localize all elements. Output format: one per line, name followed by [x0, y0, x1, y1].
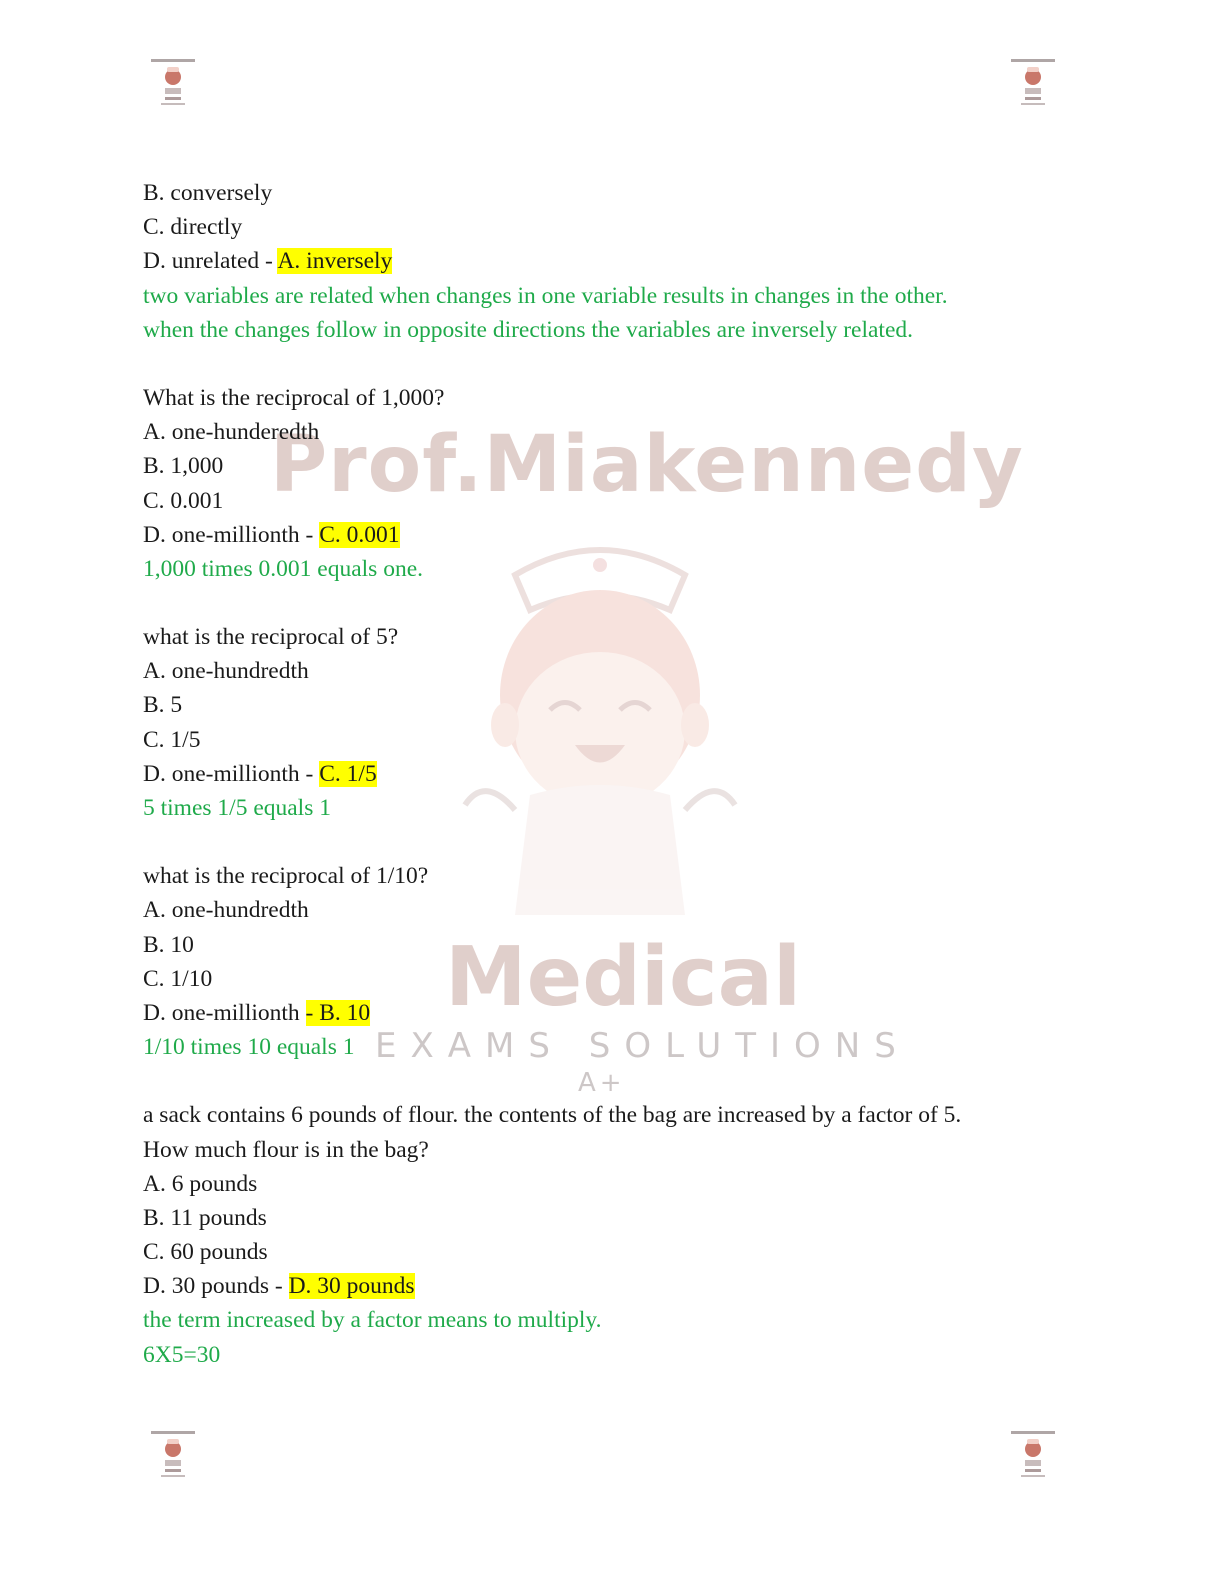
- question-line: B. 1,000: [143, 453, 224, 480]
- paragraph-gap: [143, 1064, 1103, 1098]
- answer-line: [143, 518, 1103, 552]
- correct-answer-highlight: A. inversely: [277, 248, 393, 275]
- correct-answer-highlight: C. 1/5: [319, 760, 377, 787]
- correct-answer-highlight: D. 30 pounds: [288, 1273, 415, 1300]
- question-line: C. 1/5: [143, 726, 201, 753]
- option-text: D. one-millionth -: [143, 760, 320, 787]
- corner-logo-bottom-left: [143, 1424, 203, 1484]
- option-text: D. one-millionth: [143, 999, 306, 1026]
- question-line: A. one-hundredth: [143, 897, 309, 924]
- option-text: D. 30 pounds -: [143, 1273, 289, 1300]
- question-line: a sack contains 6 pounds of flour. the contents of the bag are increased by a factor of 5.: [143, 1102, 962, 1129]
- nurse-stamp-icon: [143, 52, 203, 112]
- explanation-line: 5 times 1/5 equals 1: [143, 795, 331, 821]
- watermark-exams-solutions: EXAMS SOLUTIONS: [375, 1026, 910, 1066]
- answer-line: [143, 244, 1103, 278]
- explanation-line: two variables are related when changes in one variable results in changes in the other.: [143, 282, 948, 309]
- corner-logo-bottom-right: [1003, 1424, 1063, 1484]
- question-line: what is the reciprocal of 5?: [143, 624, 399, 651]
- question-line: B. conversely: [143, 180, 273, 206]
- paragraph-gap: [143, 586, 1103, 620]
- explanation-line: 1/10 times 10 equals 1: [143, 1034, 355, 1061]
- watermark-grade: A+: [578, 1068, 626, 1098]
- question-line: C. 1/10: [143, 965, 213, 992]
- correct-answer-highlight: - B. 10: [305, 999, 371, 1026]
- nurse-stamp-icon: [143, 1424, 203, 1484]
- watermark-medical: Medical: [445, 930, 802, 1025]
- question-line: A. one-hunderedth: [143, 419, 320, 446]
- correct-answer-highlight: C. 0.001: [319, 521, 400, 548]
- question-line: A. one-hundredth: [143, 658, 309, 685]
- question-line: what is the reciprocal of 1/10?: [143, 863, 429, 890]
- question-line: C. directly: [143, 214, 243, 241]
- nurse-stamp-icon: [1003, 1424, 1063, 1484]
- question-line: B. 10: [143, 931, 194, 958]
- corner-logo-top-left: [143, 52, 203, 112]
- paragraph-gap: [143, 825, 1103, 859]
- question-line: How much flour is in the bag?: [143, 1136, 429, 1163]
- question-line: B. 11 pounds: [143, 1204, 267, 1231]
- option-text: D. one-millionth -: [143, 521, 320, 548]
- question-line: C. 60 pounds: [143, 1239, 268, 1266]
- answer-line: [143, 757, 1103, 791]
- option-text: D. unrelated -: [143, 248, 278, 275]
- question-line: B. 5: [143, 692, 183, 719]
- explanation-line: the term increased by a factor means to multiply.: [143, 1307, 602, 1334]
- answer-line: [143, 1269, 1103, 1303]
- question-line: A. 6 pounds: [143, 1170, 258, 1197]
- question-line: What is the reciprocal of 1,000?: [143, 384, 445, 411]
- document-body: [143, 176, 1103, 1372]
- watermark-brand: Prof.Miakennedy: [270, 420, 1024, 510]
- answer-line: [143, 996, 1103, 1030]
- explanation-line: 1,000 times 0.001 equals one.: [143, 555, 424, 582]
- explanation-line: when the changes follow in opposite directions the variables are inversely related.: [143, 316, 914, 343]
- nurse-stamp-icon: [1003, 52, 1063, 112]
- question-line: C. 0.001: [143, 487, 224, 514]
- paragraph-gap: [143, 347, 1103, 381]
- corner-logo-top-right: [1003, 52, 1063, 112]
- explanation-line: 6X5=30: [143, 1341, 221, 1368]
